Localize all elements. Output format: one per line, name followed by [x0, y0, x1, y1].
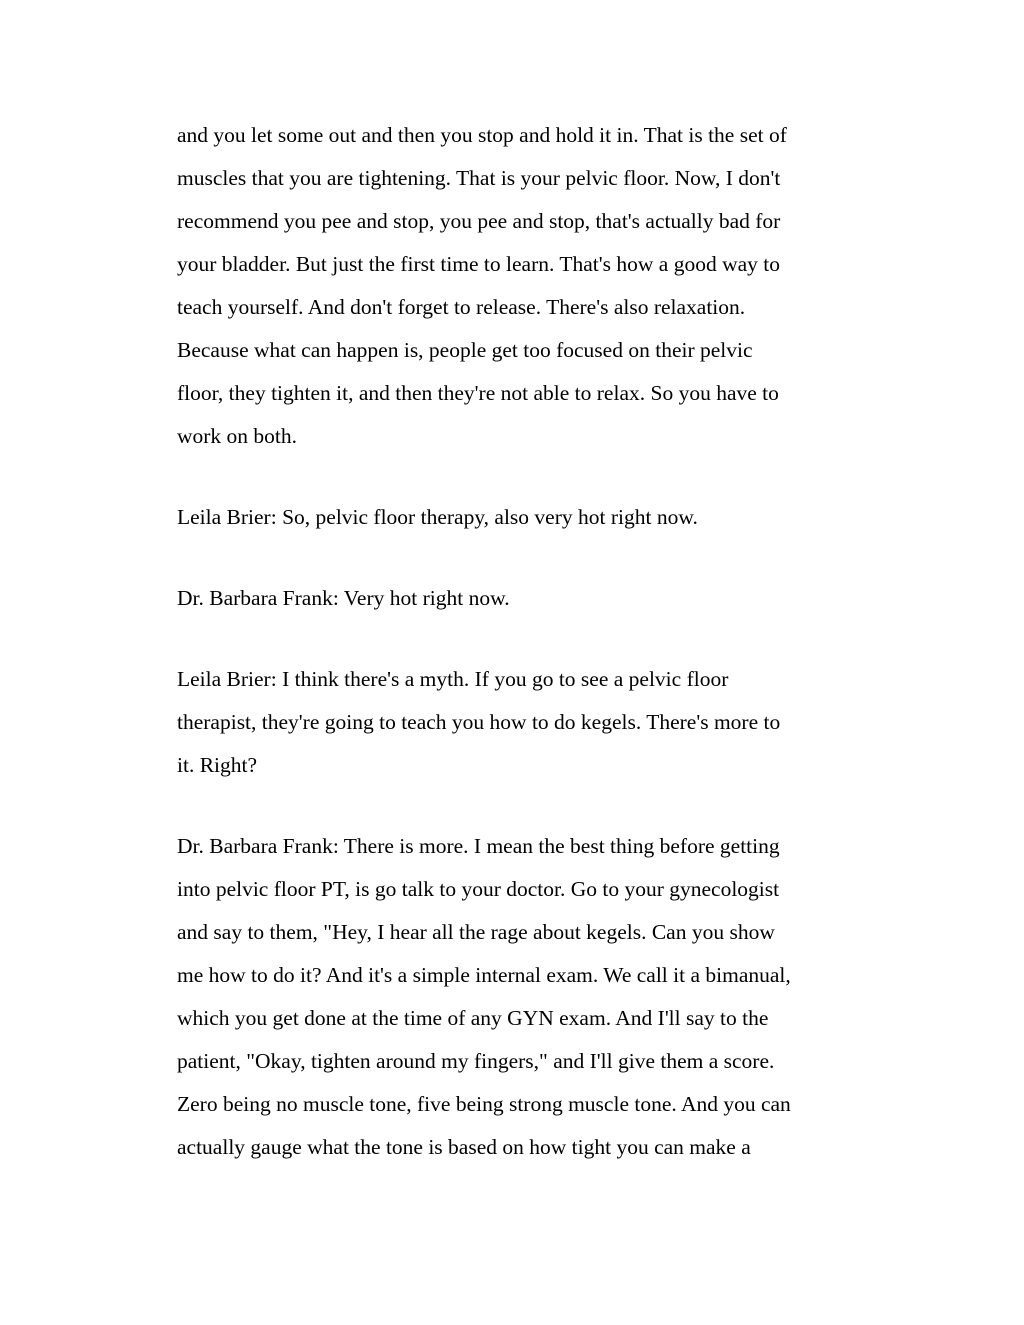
text-line: work on both. — [177, 424, 298, 448]
text-line: Dr. Barbara Frank: Very hot right now. — [177, 586, 510, 610]
text-line: and you let some out and then you stop and hold it in. That is the set of — [177, 123, 787, 147]
text-line: Dr. Barbara Frank: There is more. I mean the best thing before getting — [177, 834, 780, 858]
paragraph-leila-2 — [177, 658, 857, 787]
paragraph-leila-1 — [177, 496, 857, 539]
text-line: patient, "Okay, tighten around my fingers," and I'll give them a score. — [177, 1049, 775, 1073]
text-line: me how to do it? And it's a simple internal exam. We call it a bimanual, — [177, 963, 791, 987]
text-line: Zero being no muscle tone, five being strong muscle tone. And you can — [177, 1092, 791, 1116]
document-page — [177, 114, 857, 1207]
text-line: therapist, they're going to teach you how to do kegels. There's more to — [177, 710, 781, 734]
text-line: actually gauge what the tone is based on how tight you can make a — [177, 1135, 751, 1159]
text-line: it. Right? — [177, 753, 258, 777]
text-line: muscles that you are tightening. That is your pelvic floor. Now, I don't — [177, 166, 781, 190]
text-line: which you get done at the time of any GYN exam. And I'll say to the — [177, 1006, 769, 1030]
text-line: Because what can happen is, people get too focused on their pelvic — [177, 338, 753, 362]
text-line: floor, they tighten it, and then they're not able to relax. So you have to — [177, 381, 779, 405]
text-line: Leila Brier: So, pelvic floor therapy, also very hot right now. — [177, 505, 698, 529]
text-line: Leila Brier: I think there's a myth. If you go to see a pelvic floor — [177, 667, 729, 691]
text-line: your bladder. But just the first time to learn. That's how a good way to — [177, 252, 780, 276]
text-line: recommend you pee and stop, you pee and stop, that's actually bad for — [177, 209, 781, 233]
text-line: teach yourself. And don't forget to release. There's also relaxation. — [177, 295, 746, 319]
paragraph-frank-2 — [177, 825, 857, 1169]
text-line: into pelvic floor PT, is go talk to your doctor. Go to your gynecologist — [177, 877, 780, 901]
paragraph-continuation — [177, 114, 857, 458]
text-line: and say to them, "Hey, I hear all the rage about kegels. Can you show — [177, 920, 775, 944]
paragraph-frank-1 — [177, 577, 857, 620]
